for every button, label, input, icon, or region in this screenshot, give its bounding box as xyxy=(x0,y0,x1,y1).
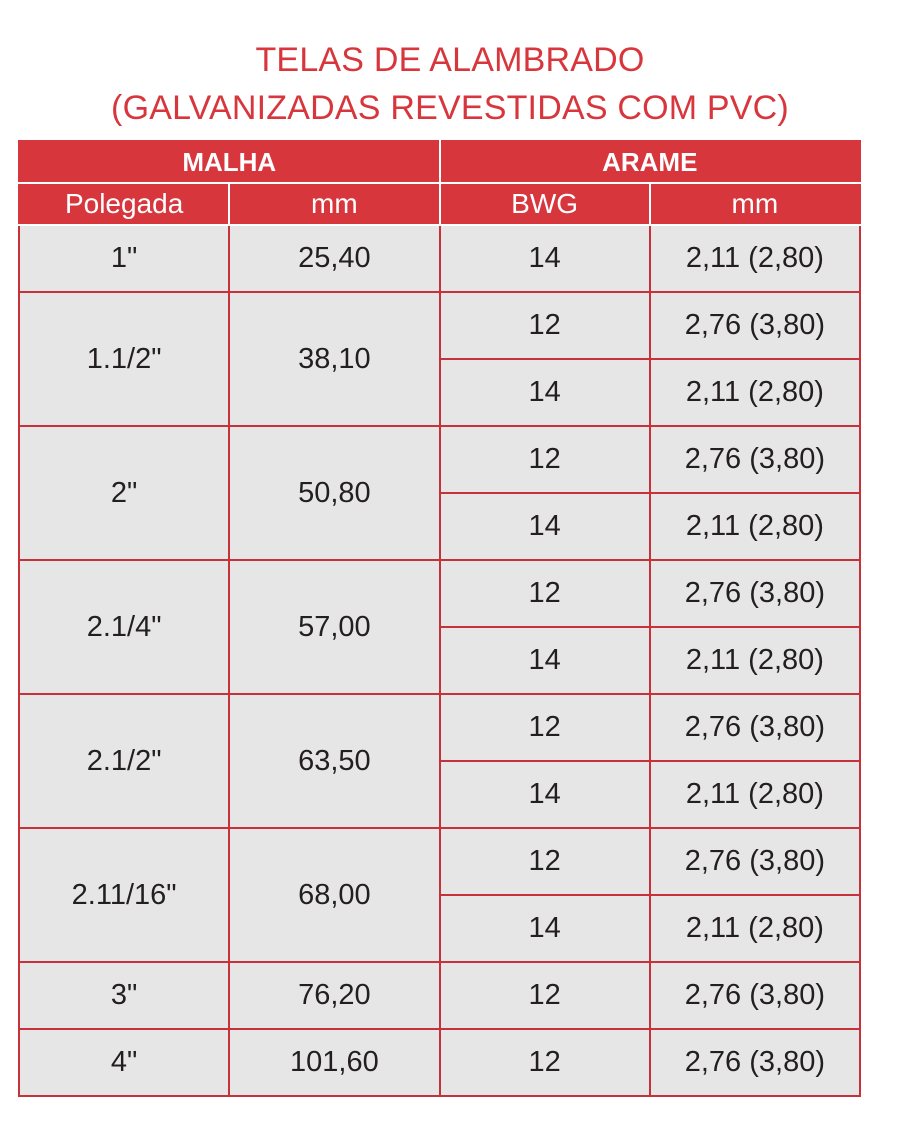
table-row xyxy=(19,962,860,1029)
cell-arame-mm: 2,76 (3,80) xyxy=(650,828,860,895)
cell-polegada: 4" xyxy=(19,1029,229,1096)
table-row xyxy=(19,1029,860,1096)
cell-bwg: 12 xyxy=(440,962,650,1029)
cell-arame-mm: 2,76 (3,80) xyxy=(650,1029,860,1096)
cell-polegada: 1.1/2" xyxy=(19,292,229,426)
cell-polegada: 3" xyxy=(19,962,229,1029)
page-subtitle: (GALVANIZADAS REVESTIDAS COM PVC) xyxy=(111,89,789,127)
cell-arame-mm: 2,11 (2,80) xyxy=(650,359,860,426)
cell-polegada: 2.1/2" xyxy=(19,694,229,828)
table-row xyxy=(19,828,860,895)
cell-arame-mm: 2,76 (3,80) xyxy=(650,560,860,627)
cell-polegada: 2" xyxy=(19,426,229,560)
cell-polegada: 2.11/16" xyxy=(19,828,229,962)
cell-arame-mm: 2,11 (2,80) xyxy=(650,627,860,694)
cell-polegada: 2.1/4" xyxy=(19,560,229,694)
cell-malha-mm: 63,50 xyxy=(229,694,439,828)
header-polegada: Polegada xyxy=(19,183,229,225)
cell-arame-mm: 2,76 (3,80) xyxy=(650,962,860,1029)
cell-bwg: 14 xyxy=(440,225,650,292)
table-row xyxy=(19,694,860,761)
cell-malha-mm: 50,80 xyxy=(229,426,439,560)
page-title: TELAS DE ALAMBRADO xyxy=(255,41,645,79)
specs-table xyxy=(18,140,861,1097)
cell-malha-mm: 57,00 xyxy=(229,560,439,694)
cell-bwg: 14 xyxy=(440,895,650,962)
cell-malha-mm: 76,20 xyxy=(229,962,439,1029)
cell-bwg: 14 xyxy=(440,627,650,694)
cell-arame-mm: 2,11 (2,80) xyxy=(650,493,860,560)
cell-arame-mm: 2,11 (2,80) xyxy=(650,895,860,962)
header-malha: MALHA xyxy=(19,141,440,183)
cell-arame-mm: 2,76 (3,80) xyxy=(650,292,860,359)
cell-bwg: 12 xyxy=(440,828,650,895)
cell-bwg: 14 xyxy=(440,493,650,560)
header-mm-malha: mm xyxy=(229,183,439,225)
cell-bwg: 12 xyxy=(440,292,650,359)
cell-arame-mm: 2,76 (3,80) xyxy=(650,694,860,761)
cell-bwg: 12 xyxy=(440,1029,650,1096)
table-row xyxy=(19,426,860,493)
cell-bwg: 14 xyxy=(440,359,650,426)
table-row xyxy=(19,225,860,292)
cell-arame-mm: 2,11 (2,80) xyxy=(650,761,860,828)
cell-malha-mm: 25,40 xyxy=(229,225,439,292)
header-bwg: BWG xyxy=(440,183,650,225)
cell-bwg: 12 xyxy=(440,426,650,493)
cell-arame-mm: 2,76 (3,80) xyxy=(650,426,860,493)
cell-malha-mm: 68,00 xyxy=(229,828,439,962)
cell-malha-mm: 101,60 xyxy=(229,1029,439,1096)
table-header xyxy=(19,141,860,225)
header-arame: ARAME xyxy=(440,141,861,183)
cell-bwg: 12 xyxy=(440,560,650,627)
cell-bwg: 12 xyxy=(440,694,650,761)
table-body xyxy=(19,225,860,1096)
cell-malha-mm: 38,10 xyxy=(229,292,439,426)
table-row xyxy=(19,292,860,359)
header-mm-arame: mm xyxy=(650,183,860,225)
cell-polegada: 1" xyxy=(19,225,229,292)
cell-bwg: 14 xyxy=(440,761,650,828)
cell-arame-mm: 2,11 (2,80) xyxy=(650,225,860,292)
table-row xyxy=(19,560,860,627)
